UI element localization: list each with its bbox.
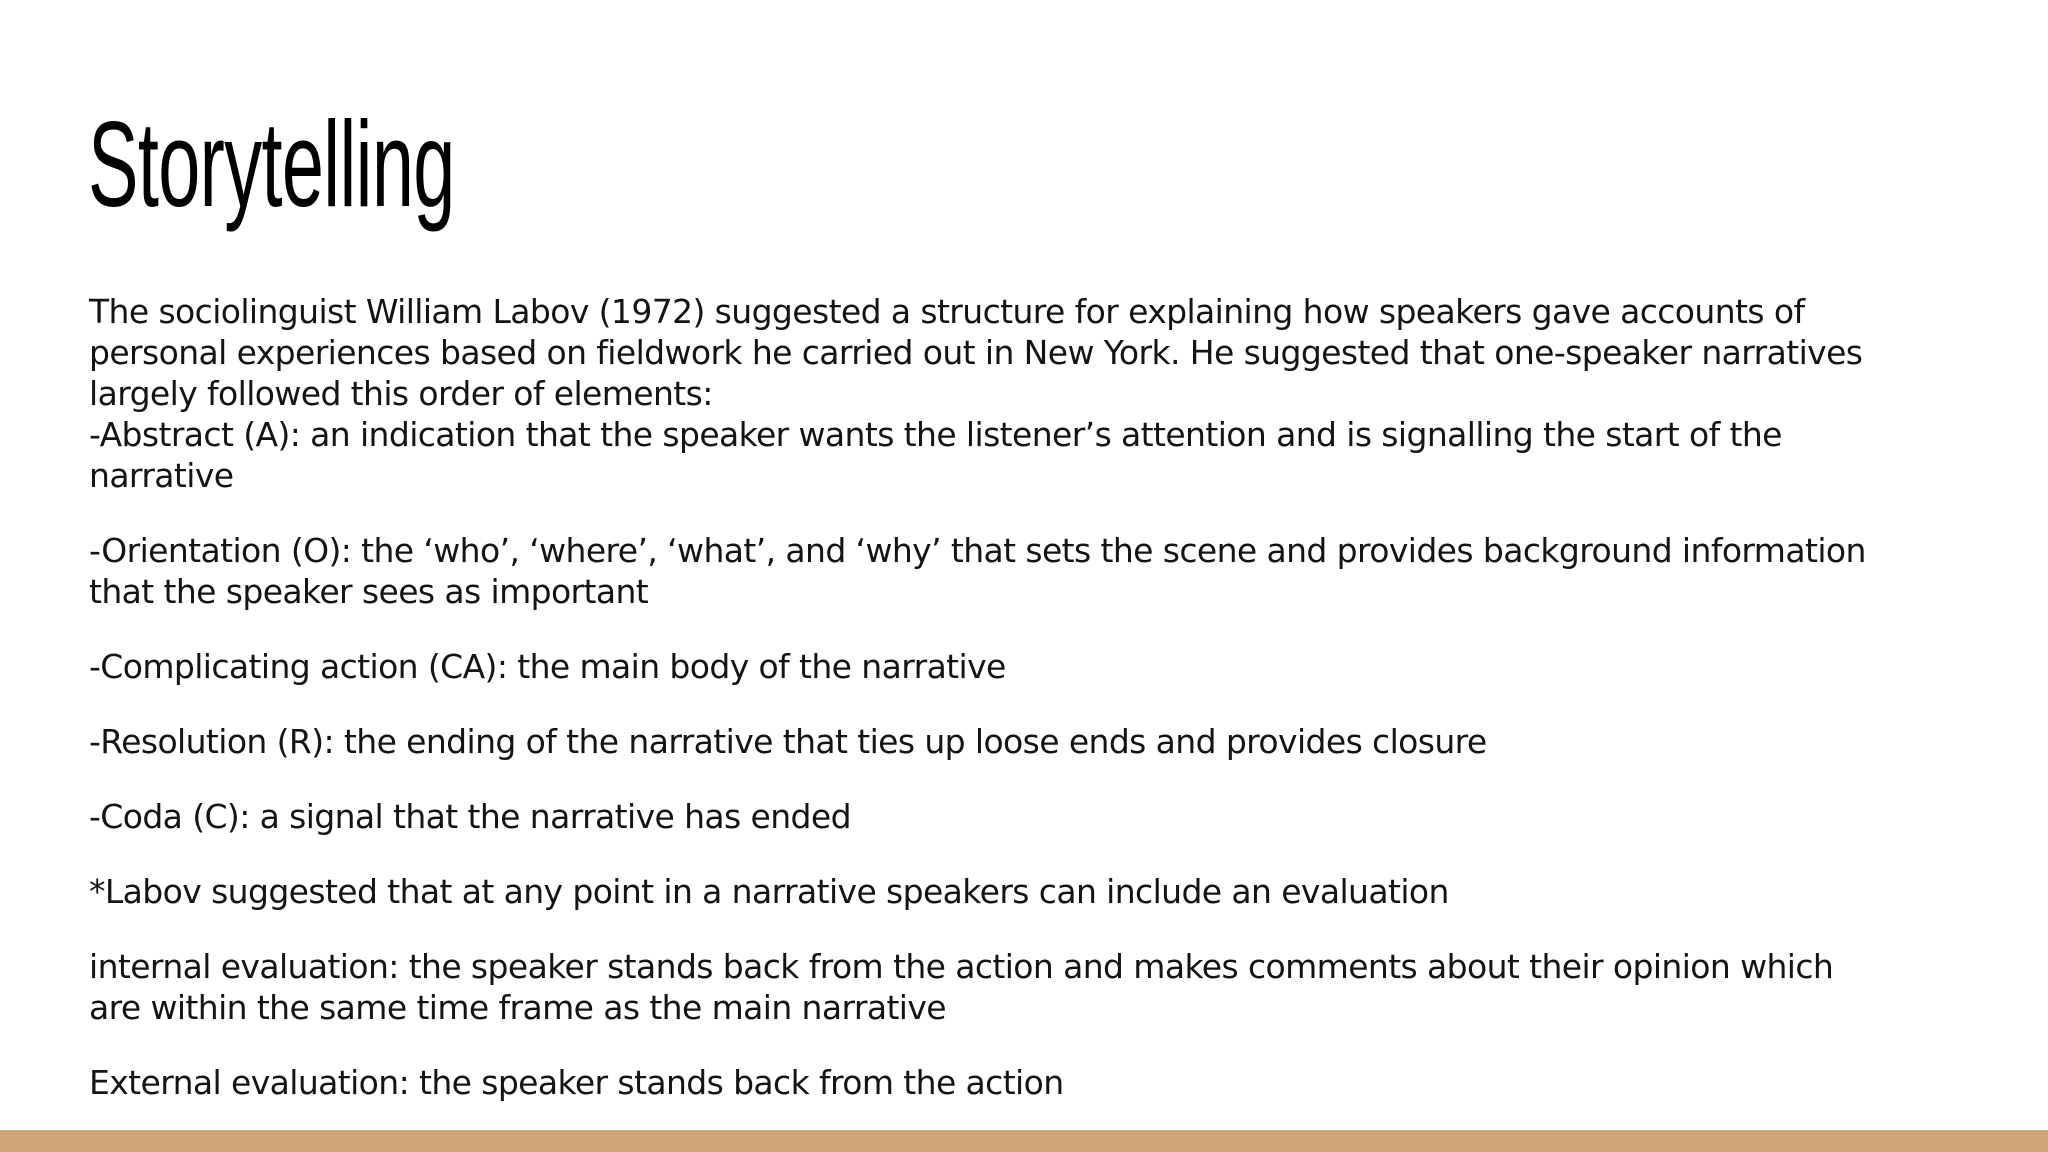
slide-body [89,291,1989,1137]
bottom-accent-bar [0,1130,2048,1152]
abstract-line: narrative [89,456,234,495]
intro-line: largely followed this order of elements: [89,374,713,413]
orientation-paragraph [89,530,1989,612]
intro-paragraph [89,291,1989,496]
internal-evaluation-paragraph [89,946,1989,1028]
resolution-paragraph: -Resolution (R): the ending of the narrative that ties up loose ends and provides closure [89,722,1487,761]
evaluation-note-paragraph: *Labov suggested that at any point in a narrative speakers can include an evaluation [89,872,1449,911]
slide-title: Storytelling [88,96,455,232]
internal-evaluation-line: are within the same time frame as the main narrative [89,988,946,1027]
intro-line: The sociolinguist William Labov (1972) suggested a structure for explaining how speakers gave accounts of [89,292,1805,331]
coda-paragraph: -Coda (C): a signal that the narrative has ended [89,797,851,836]
orientation-line: -Orientation (O): the ‘who’, ‘where’, ‘what’, and ‘why’ that sets the scene and provides background information [89,531,1866,570]
intro-line: personal experiences based on fieldwork he carried out in New York. He suggested that one-speaker narratives [89,333,1863,372]
internal-evaluation-line: internal evaluation: the speaker stands back from the action and makes comments about their opinion which [89,947,1834,986]
external-evaluation-paragraph: External evaluation: the speaker stands back from the action [89,1063,1064,1102]
abstract-line: -Abstract (A): an indication that the speaker wants the listener’s attention and is signalling the start of the [89,415,1782,454]
complicating-action-paragraph: -Complicating action (CA): the main body of the narrative [89,647,1006,686]
orientation-line: that the speaker sees as important [89,572,649,611]
